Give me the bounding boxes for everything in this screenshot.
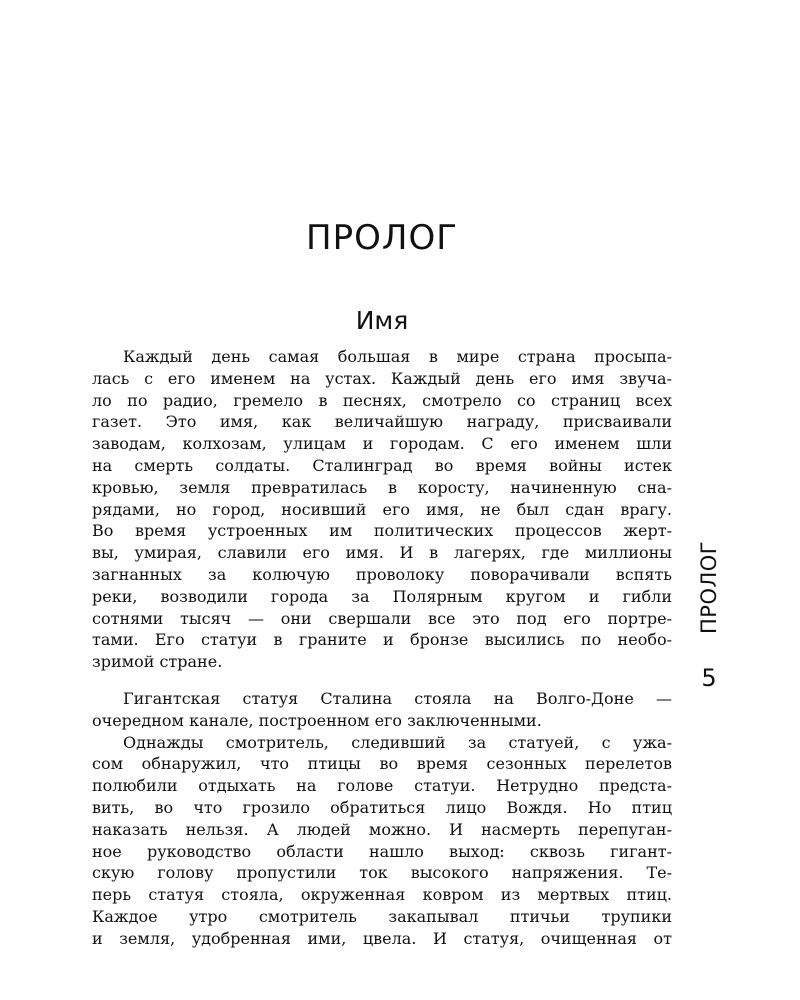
text-line: ло по радио, гремело в песнях, смотрело со страниц всех	[92, 390, 672, 410]
text-line: реки, возводили города за Полярным кругом и гибли	[92, 586, 672, 606]
text-line: сом обнаружил, что птицы во время сезонных перелетов	[92, 754, 672, 774]
paragraph-2	[92, 688, 672, 732]
text-line: Каждый день самая большая в мире страна просыпа-	[123, 347, 672, 366]
text-line: скую голову пропустили ток высокого напряжения. Те-	[92, 863, 672, 883]
text-line: тами. Его статуи в граните и бронзе высились по необо-	[92, 630, 672, 650]
text-line: рядами, но город, носивший его имя, не был сдан врагу.	[92, 499, 672, 519]
text-line: вы, умирая, славили его имя. И в лагерях, где миллионы	[92, 543, 672, 563]
text-line: перь статуя стояла, окруженная ковром из мертвых птиц.	[92, 885, 672, 905]
text-line: ное руководство области нашло выход: сквозь гигант-	[92, 841, 672, 861]
chapter-title: ПРОЛОГ	[306, 218, 458, 258]
text-line: очередном канале, построенном его заключенными.	[92, 710, 542, 730]
text-line: и земля, удобренная ими, цвела. И статуя, очищенная от	[92, 928, 672, 948]
running-head-text: ПРОЛОГ	[697, 540, 721, 634]
text-line: наказать нельзя. А людей можно. И насмерть перепуган-	[92, 819, 672, 839]
body-text	[92, 346, 672, 950]
text-line: Каждое утро смотритель закапывал птичьи трупики	[92, 906, 672, 926]
text-line: полюбили отдыхать на голове статуи. Нетрудно предста-	[92, 776, 672, 796]
text-line: кровью, земля превратилась в коросту, начиненную сна-	[92, 477, 672, 497]
text-line: Однажды смотритель, следивший за статуей, с ужа-	[123, 732, 672, 752]
text-line: заводам, колхозам, улицам и городам. С его именем шли	[92, 434, 672, 454]
text-line: лась с его именем на устах. Каждый день его имя звуча-	[92, 368, 672, 388]
text-line: на смерть солдаты. Сталинград во время войны истек	[92, 455, 672, 475]
text-line: газет. Это имя, как величайшую награду, присваивали	[92, 412, 672, 432]
text-line: вить, во что грозило обратиться лицо Вождя. Но птиц	[92, 797, 672, 817]
page-number: 5	[701, 664, 717, 692]
text-line: Во время устроенных им политических процессов жерт-	[92, 521, 672, 541]
section-title: Имя	[355, 306, 409, 335]
paragraph-1	[92, 346, 672, 673]
paragraph-3	[92, 732, 672, 950]
text-line: загнанных за колючую проволоку поворачивали вспять	[92, 564, 672, 584]
text-line: Гигантская статуя Сталина стояла на Волго-Доне —	[123, 688, 672, 708]
text-line: сотнями тысяч — они свершали все это под его портре-	[92, 608, 672, 628]
text-line: зримой стране.	[92, 652, 223, 672]
